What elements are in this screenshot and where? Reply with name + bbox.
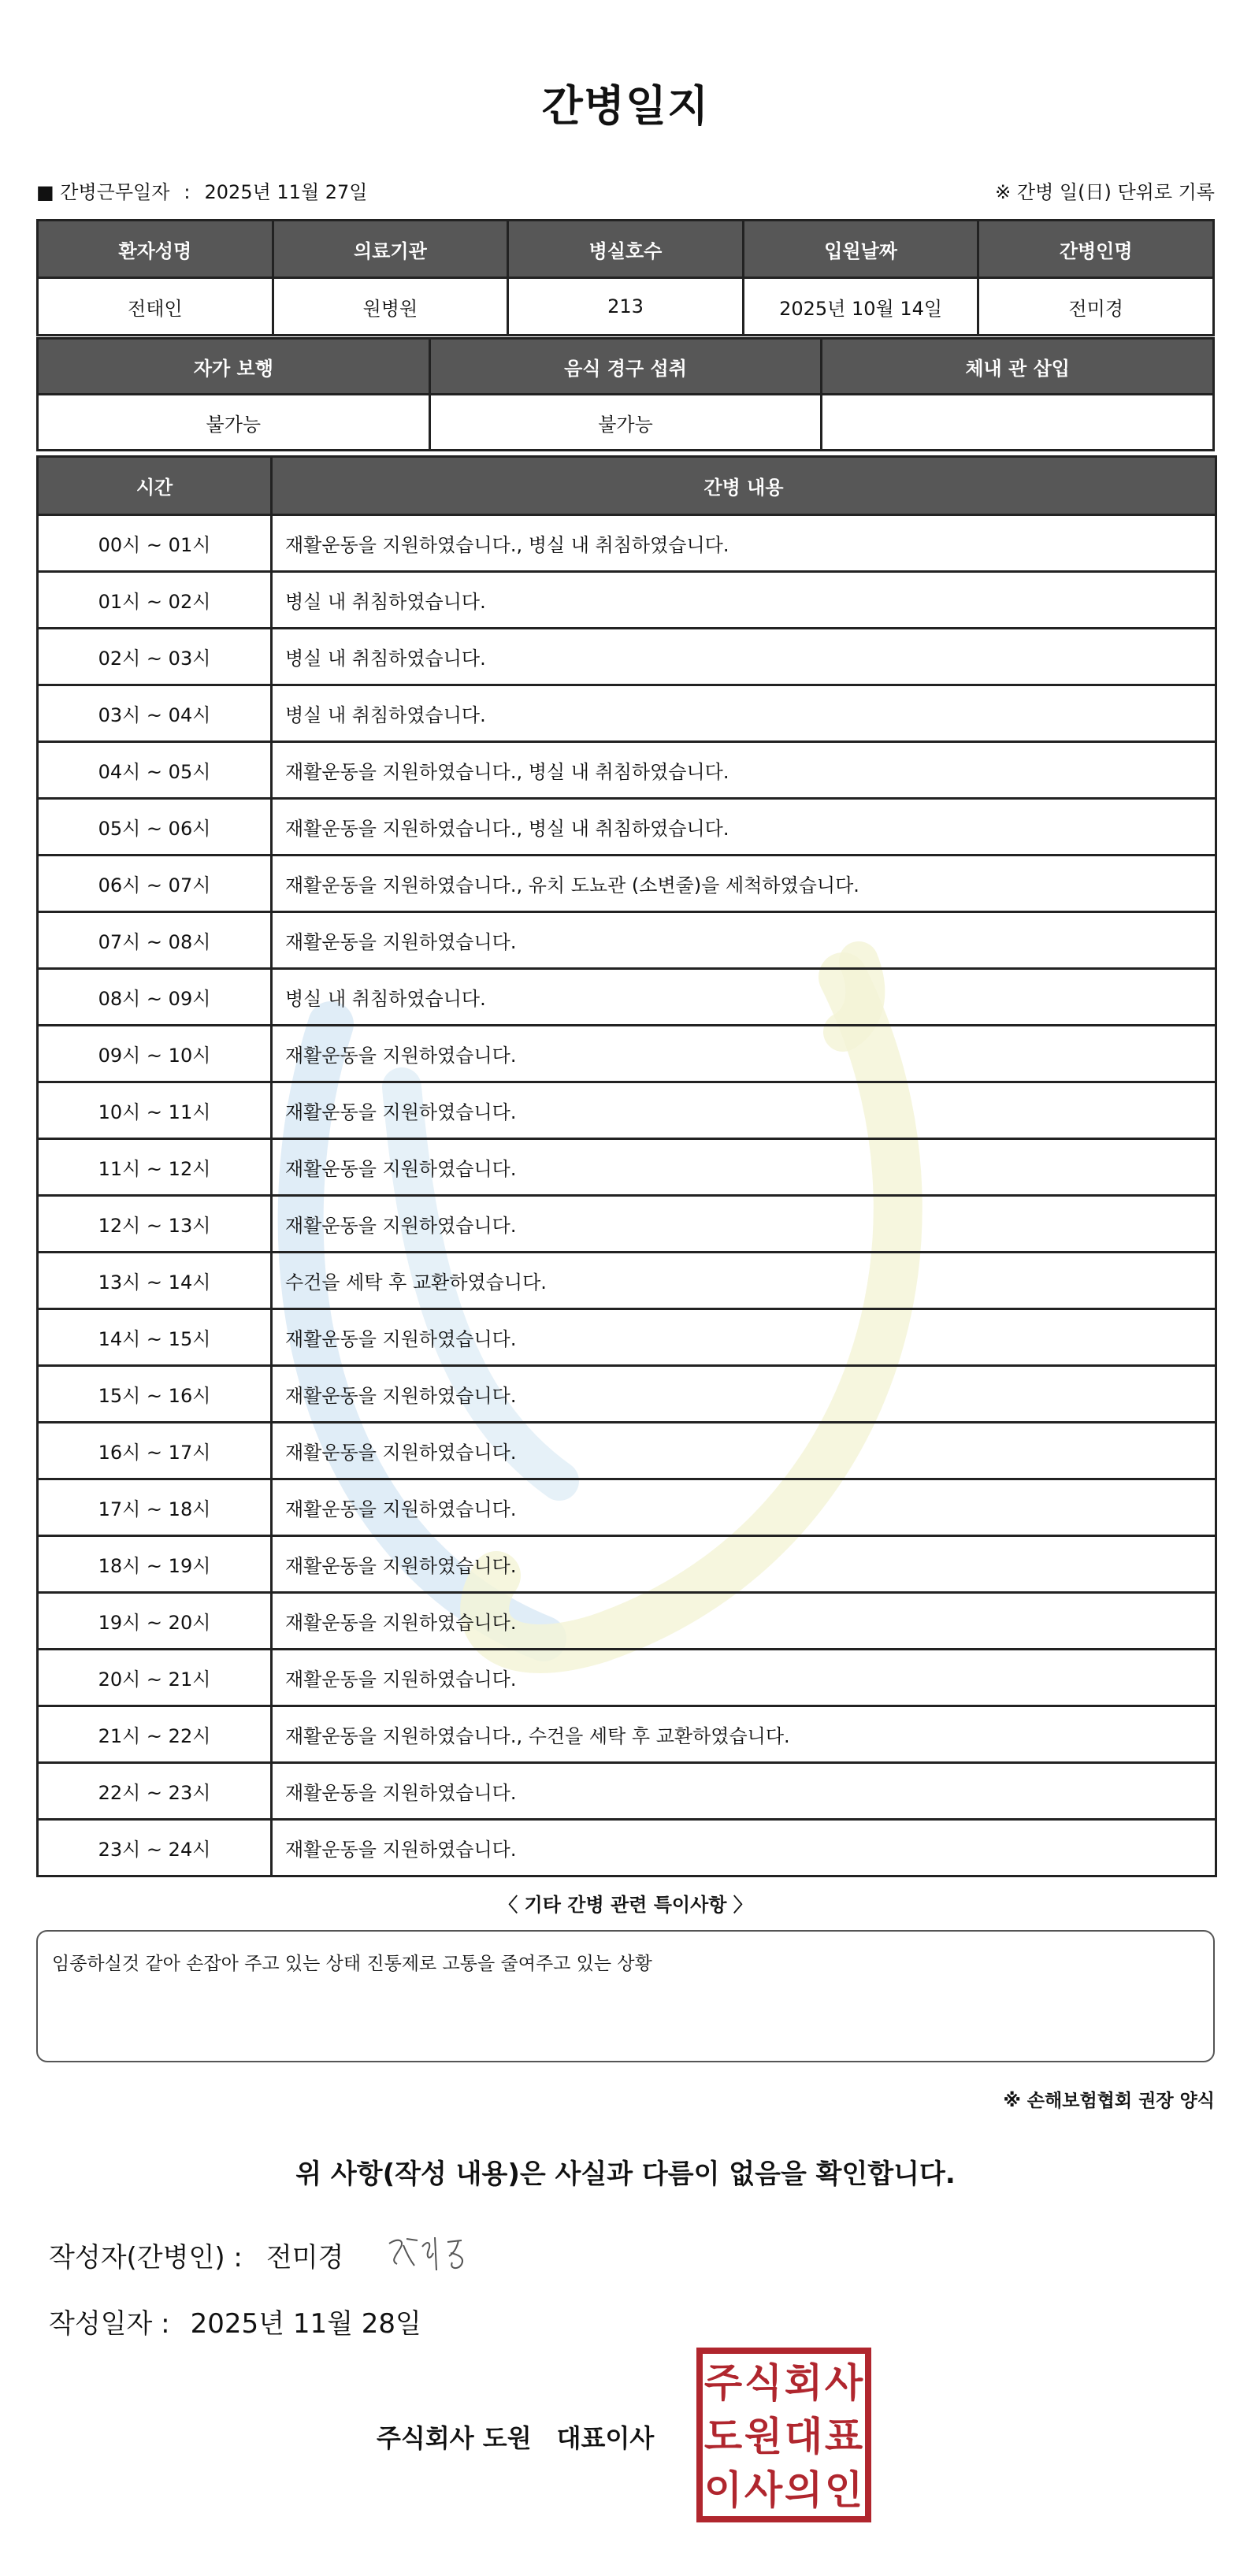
table-row bbox=[38, 1706, 1216, 1763]
handwritten-signature bbox=[383, 2229, 485, 2277]
seal-character: 주 bbox=[703, 2360, 743, 2406]
seal-character: 사 bbox=[744, 2467, 783, 2513]
table-row bbox=[38, 856, 1216, 912]
header-admission-date: 입원날짜 bbox=[743, 221, 978, 278]
content-cell: 재활운동을 지원하였습니다. bbox=[272, 1593, 1216, 1650]
time-cell: 19시 ~ 20시 bbox=[38, 1593, 272, 1650]
time-cell: 13시 ~ 14시 bbox=[38, 1253, 272, 1309]
header-oral-intake: 음식 경구 섭취 bbox=[429, 339, 822, 395]
time-cell: 17시 ~ 18시 bbox=[38, 1479, 272, 1536]
patient-name: 전태인 bbox=[38, 278, 273, 336]
time-cell: 18시 ~ 19시 bbox=[38, 1536, 272, 1593]
caregiver-name: 전미경 bbox=[978, 278, 1214, 336]
content-cell: 병실 내 취침하였습니다. bbox=[272, 685, 1216, 742]
table-row bbox=[38, 1820, 1216, 1876]
care-log-rows bbox=[38, 515, 1216, 1876]
content-cell: 재활운동을 지원하였습니다. bbox=[272, 1082, 1216, 1139]
header-time: 시간 bbox=[38, 457, 272, 515]
time-cell: 05시 ~ 06시 bbox=[38, 799, 272, 856]
room-number: 213 bbox=[508, 278, 744, 336]
writer-name: 전미경 bbox=[265, 2242, 344, 2273]
table-row bbox=[38, 629, 1216, 685]
content-cell: 재활운동을 지원하였습니다., 수건을 세탁 후 교환하였습니다. bbox=[272, 1706, 1216, 1763]
table-row bbox=[38, 1082, 1216, 1139]
time-cell: 15시 ~ 16시 bbox=[38, 1366, 272, 1423]
special-notes-box bbox=[36, 1930, 1215, 2062]
content-cell: 재활운동을 지원하였습니다., 유치 도뇨관 (소변줄)을 세척하였습니다. bbox=[272, 856, 1216, 912]
seal-character: 사 bbox=[824, 2360, 863, 2406]
table-row bbox=[38, 1366, 1216, 1423]
table-row bbox=[38, 742, 1216, 799]
tube-value bbox=[822, 395, 1214, 451]
seal-character: 원 bbox=[744, 2414, 783, 2459]
header-walking: 자가 보행 bbox=[38, 339, 430, 395]
content-cell: 재활운동을 지원하였습니다. bbox=[272, 1309, 1216, 1366]
content-cell: 재활운동을 지원하였습니다. bbox=[272, 1536, 1216, 1593]
table-row bbox=[38, 912, 1216, 969]
company-representative: 대표이사 bbox=[556, 2423, 655, 2453]
patient-status-table bbox=[36, 337, 1215, 451]
content-cell: 재활운동을 지원하였습니다. bbox=[272, 1820, 1216, 1876]
content-cell: 재활운동을 지원하였습니다., 병실 내 취침하였습니다. bbox=[272, 515, 1216, 572]
special-notes-text: 임종하실것 같아 손잡아 주고 있는 상태 진통제로 고통을 줄여주고 있는 상황 bbox=[52, 1954, 652, 1974]
work-date: ■ 간병근무일자 : 2025년 11월 27일 bbox=[36, 181, 368, 203]
time-cell: 16시 ~ 17시 bbox=[38, 1423, 272, 1479]
content-cell: 재활운동을 지원하였습니다., 병실 내 취침하였습니다. bbox=[272, 742, 1216, 799]
patient-info-table bbox=[36, 219, 1215, 336]
recommend-note: ※ 손해보험협회 권장 양식 bbox=[1003, 2091, 1215, 2111]
content-cell: 재활운동을 지원하였습니다. bbox=[272, 1196, 1216, 1253]
meta-row bbox=[36, 176, 1215, 205]
table-row bbox=[38, 1309, 1216, 1366]
content-cell: 재활운동을 지원하였습니다. bbox=[272, 1366, 1216, 1423]
content-cell: 재활운동을 지원하였습니다. bbox=[272, 1423, 1216, 1479]
written-date-label: 작성일자 : bbox=[49, 2308, 170, 2340]
written-date-value: 2025년 11월 28일 bbox=[190, 2308, 421, 2340]
content-cell: 수건을 세탁 후 교환하였습니다. bbox=[272, 1253, 1216, 1309]
admission-date: 2025년 10월 14일 bbox=[743, 278, 978, 336]
hospital-name: 원병원 bbox=[273, 278, 508, 336]
seal-character: 이 bbox=[703, 2467, 743, 2513]
seal-character: 식 bbox=[744, 2360, 783, 2406]
table-row bbox=[38, 1650, 1216, 1706]
seal-character: 도 bbox=[703, 2414, 743, 2459]
time-cell: 12시 ~ 13시 bbox=[38, 1196, 272, 1253]
time-cell: 22시 ~ 23시 bbox=[38, 1763, 272, 1820]
time-cell: 06시 ~ 07시 bbox=[38, 856, 272, 912]
table-row bbox=[38, 1763, 1216, 1820]
seal-character: 회 bbox=[784, 2360, 823, 2406]
table-row bbox=[38, 969, 1216, 1026]
table-row bbox=[38, 572, 1216, 629]
content-cell: 재활운동을 지원하였습니다., 병실 내 취침하였습니다. bbox=[272, 799, 1216, 856]
header-tube: 체내 관 삽입 bbox=[822, 339, 1214, 395]
time-cell: 00시 ~ 01시 bbox=[38, 515, 272, 572]
confirmation-statement: 위 사항(작성 내용)은 사실과 다름이 없음을 확인합니다. bbox=[295, 2158, 956, 2190]
table-row bbox=[38, 1536, 1216, 1593]
content-cell: 병실 내 취침하였습니다. bbox=[272, 969, 1216, 1026]
time-cell: 21시 ~ 22시 bbox=[38, 1706, 272, 1763]
table-row bbox=[38, 1026, 1216, 1082]
time-cell: 08시 ~ 09시 bbox=[38, 969, 272, 1026]
content-cell: 재활운동을 지원하였습니다. bbox=[272, 1026, 1216, 1082]
header-caregiver: 간병인명 bbox=[978, 221, 1214, 278]
company-name: 주식회사 도원 bbox=[377, 2423, 532, 2453]
time-cell: 07시 ~ 08시 bbox=[38, 912, 272, 969]
time-cell: 02시 ~ 03시 bbox=[38, 629, 272, 685]
content-cell: 재활운동을 지원하였습니다. bbox=[272, 1139, 1216, 1196]
company-line bbox=[377, 2418, 654, 2455]
walking-value: 불가능 bbox=[38, 395, 430, 451]
time-cell: 04시 ~ 05시 bbox=[38, 742, 272, 799]
content-cell: 재활운동을 지원하였습니다. bbox=[272, 912, 1216, 969]
header-patient-name: 환자성명 bbox=[38, 221, 273, 278]
oral-intake-value: 불가능 bbox=[429, 395, 822, 451]
document-title: 간병일지 bbox=[541, 81, 710, 131]
seal-character: 의 bbox=[784, 2467, 823, 2513]
seal-character: 인 bbox=[824, 2467, 863, 2513]
special-notes-title: 〈 기타 간병 관련 특이사항 〉 bbox=[499, 1894, 752, 1916]
time-cell: 11시 ~ 12시 bbox=[38, 1139, 272, 1196]
content-cell: 재활운동을 지원하였습니다. bbox=[272, 1650, 1216, 1706]
writer-line bbox=[49, 2236, 343, 2274]
table-row bbox=[38, 799, 1216, 856]
seal-character: 표 bbox=[824, 2414, 863, 2459]
table-row bbox=[38, 1196, 1216, 1253]
content-cell: 병실 내 취침하였습니다. bbox=[272, 572, 1216, 629]
table-row bbox=[38, 685, 1216, 742]
header-room: 병실호수 bbox=[508, 221, 744, 278]
work-date-label: ■ 간병근무일자 bbox=[36, 181, 170, 203]
table-row bbox=[38, 1593, 1216, 1650]
time-cell: 20시 ~ 21시 bbox=[38, 1650, 272, 1706]
time-cell: 01시 ~ 02시 bbox=[38, 572, 272, 629]
seal-character: 대 bbox=[784, 2414, 823, 2459]
company-seal bbox=[696, 2348, 871, 2522]
time-cell: 14시 ~ 15시 bbox=[38, 1309, 272, 1366]
header-hospital: 의료기관 bbox=[273, 221, 508, 278]
written-date-line bbox=[49, 2302, 421, 2340]
header-content: 간병 내용 bbox=[272, 457, 1216, 515]
table-row bbox=[38, 1479, 1216, 1536]
table-row bbox=[38, 1253, 1216, 1309]
table-row bbox=[38, 1139, 1216, 1196]
record-unit-note: ※ 간병 일(日) 단위로 기록 bbox=[995, 181, 1215, 203]
content-cell: 재활운동을 지원하였습니다. bbox=[272, 1479, 1216, 1536]
care-log-table bbox=[36, 455, 1217, 1877]
content-cell: 병실 내 취침하였습니다. bbox=[272, 629, 1216, 685]
writer-label: 작성자(간병인) : bbox=[49, 2242, 243, 2273]
table-row bbox=[38, 1423, 1216, 1479]
time-cell: 23시 ~ 24시 bbox=[38, 1820, 272, 1876]
work-date-value: 2025년 11월 27일 bbox=[204, 181, 368, 203]
time-cell: 10시 ~ 11시 bbox=[38, 1082, 272, 1139]
table-row bbox=[38, 515, 1216, 572]
time-cell: 03시 ~ 04시 bbox=[38, 685, 272, 742]
time-cell: 09시 ~ 10시 bbox=[38, 1026, 272, 1082]
content-cell: 재활운동을 지원하였습니다. bbox=[272, 1763, 1216, 1820]
